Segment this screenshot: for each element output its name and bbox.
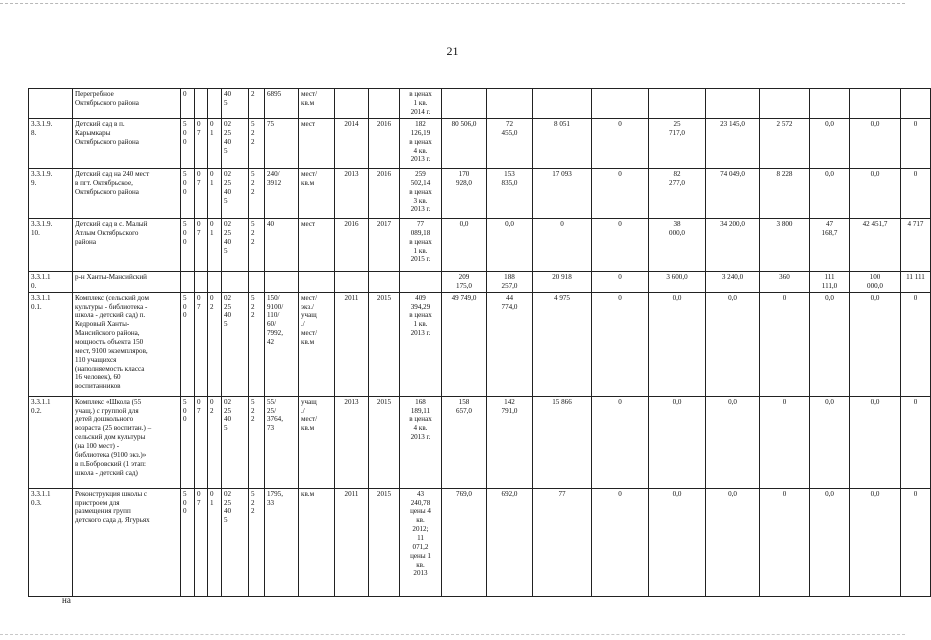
cell-c3 — [208, 272, 222, 293]
cell-cap: 6895 — [265, 89, 299, 119]
cell-v6: 3 240,0 — [706, 272, 760, 293]
cell-end — [369, 272, 400, 293]
cell-code: 02 25 40 5 — [222, 219, 249, 272]
cell-unit: учащ ./ мест/ кв.м — [299, 396, 335, 488]
table-row — [29, 292, 931, 396]
cell-v3: 17 093 — [533, 169, 592, 219]
cell-code: 02 25 40 5 — [222, 396, 249, 488]
cell-v9: 0,0 — [850, 292, 901, 396]
cell-name: Перегребное Октябрьского района — [73, 89, 181, 119]
cell-start — [335, 89, 369, 119]
cell-v4: 0 — [592, 272, 649, 293]
cell-v3: 15 866 — [533, 396, 592, 488]
cell-start: 2014 — [335, 119, 369, 169]
cell-c1 — [181, 272, 195, 293]
cell-v5: 0,0 — [649, 292, 706, 396]
cell-v8: 0,0 — [810, 169, 850, 219]
cell-unit: кв.м — [299, 488, 335, 596]
cell-c3: 0 1 — [208, 169, 222, 219]
cell-v3: 8 051 — [533, 119, 592, 169]
cell-c1: 5 0 0 — [181, 488, 195, 596]
cell-cap: 55/ 25/ 3764, 73 — [265, 396, 299, 488]
cell-v9: 0,0 — [850, 169, 901, 219]
cell-start: 2013 — [335, 169, 369, 219]
cell-unit — [299, 272, 335, 293]
cell-v10: 11 111 — [901, 272, 931, 293]
cell-c2 — [195, 272, 208, 293]
cell-v8: 0,0 — [810, 292, 850, 396]
cell-v4: 0 — [592, 119, 649, 169]
cell-v8 — [810, 89, 850, 119]
cell-id: 3.3.1.1 0. — [29, 272, 73, 293]
table-row — [29, 169, 931, 219]
cell-c2: 0 7 — [195, 292, 208, 396]
cell-v10: 0 — [901, 169, 931, 219]
cell-cost: 77 089,18 в ценах 1 кв. 2015 г. — [400, 219, 442, 272]
cell-c5: 5 2 2 — [249, 396, 265, 488]
cell-v4: 0 — [592, 396, 649, 488]
cell-v8: 0,0 — [810, 119, 850, 169]
cell-v2: 188 257,0 — [487, 272, 533, 293]
cell-v8: 111 111,0 — [810, 272, 850, 293]
cell-end — [369, 89, 400, 119]
cell-c2: 0 7 — [195, 169, 208, 219]
cell-cap: 40 — [265, 219, 299, 272]
cell-v2: 0,0 — [487, 219, 533, 272]
cell-v3: 77 — [533, 488, 592, 596]
cell-c3: 0 1 — [208, 219, 222, 272]
cell-c3 — [208, 89, 222, 119]
cell-cap: 240/ 3912 — [265, 169, 299, 219]
cell-id: 3.3.1.1 0.2. — [29, 396, 73, 488]
cell-code: 02 25 40 5 — [222, 169, 249, 219]
table-row — [29, 272, 931, 293]
cell-v10 — [901, 89, 931, 119]
cell-c5: 5 2 2 — [249, 488, 265, 596]
cell-v9: 0,0 — [850, 119, 901, 169]
cell-v7: 0 — [760, 396, 810, 488]
cell-c5: 5 2 2 — [249, 219, 265, 272]
cell-v9: 0,0 — [850, 396, 901, 488]
cell-v3 — [533, 89, 592, 119]
cell-c5: 5 2 2 — [249, 119, 265, 169]
cell-cost: в ценах 1 кв. 2014 г. — [400, 89, 442, 119]
cell-c3: 0 1 — [208, 488, 222, 596]
cell-c1: 5 0 0 — [181, 219, 195, 272]
cell-v1: 0,0 — [442, 219, 487, 272]
cell-code: 02 25 40 5 — [222, 292, 249, 396]
cell-c1: 5 0 0 — [181, 396, 195, 488]
cell-cost: 43 240,78 цены 4 кв. 2012; 11 071,2 цены 1 кв. 2013 — [400, 488, 442, 596]
cell-unit: мест/ кв.м — [299, 169, 335, 219]
cell-c3: 0 2 — [208, 292, 222, 396]
cell-v4: 0 — [592, 488, 649, 596]
cell-v6: 74 049,0 — [706, 169, 760, 219]
cell-end: 2016 — [369, 119, 400, 169]
cell-v10: 0 — [901, 396, 931, 488]
cell-c5 — [249, 272, 265, 293]
cell-start: 2013 — [335, 396, 369, 488]
cell-v1: 209 175,0 — [442, 272, 487, 293]
cell-name: Комплекс «Школа (55 учащ.) с группой для детей дошкольного возраста (25 воспитан.) – сельский дом культуры (на 100 мест) - библиотека (9100 экз.)» в п.Бобровский (1 этап: школа - детский сад) — [73, 396, 181, 488]
cell-c3: 0 1 — [208, 119, 222, 169]
cell-c5: 5 2 2 — [249, 292, 265, 396]
cell-c2: 0 7 — [195, 119, 208, 169]
cell-v1: 158 657,0 — [442, 396, 487, 488]
cell-c1: 5 0 0 — [181, 292, 195, 396]
cell-v8: 47 168,7 — [810, 219, 850, 272]
cell-v4: 0 — [592, 292, 649, 396]
cell-v5: 25 717,0 — [649, 119, 706, 169]
cell-v6 — [706, 89, 760, 119]
footer-text: на — [62, 595, 71, 605]
cell-name: р-н Ханты-Мансийский — [73, 272, 181, 293]
cell-c2: 0 7 — [195, 219, 208, 272]
cell-v10: 0 — [901, 292, 931, 396]
cell-v1: 170 928,0 — [442, 169, 487, 219]
cell-code: 40 5 — [222, 89, 249, 119]
cell-unit: мест/ экз./ учащ ./ мест/ кв.м — [299, 292, 335, 396]
cell-start: 2011 — [335, 292, 369, 396]
cell-id: 3.3.1.9. 10. — [29, 219, 73, 272]
cell-v4: 0 — [592, 219, 649, 272]
cell-v2: 72 455,0 — [487, 119, 533, 169]
cell-cost: 409 394,29 в ценах 1 кв. 2013 г. — [400, 292, 442, 396]
cell-v7: 0 — [760, 292, 810, 396]
cell-c2: 0 7 — [195, 488, 208, 596]
cell-v5: 38 000,0 — [649, 219, 706, 272]
cell-end: 2016 — [369, 169, 400, 219]
cell-v10: 0 — [901, 488, 931, 596]
cell-v7: 3 800 — [760, 219, 810, 272]
cell-c1: 5 0 0 — [181, 169, 195, 219]
cell-v2 — [487, 89, 533, 119]
table-row — [29, 119, 931, 169]
cell-cost: 259 502,14 в ценах 3 кв. 2013 г. — [400, 169, 442, 219]
cell-unit: мест/ кв.м — [299, 89, 335, 119]
cell-c5: 2 — [249, 89, 265, 119]
cell-v8: 0,0 — [810, 488, 850, 596]
cell-end: 2015 — [369, 292, 400, 396]
cell-v9 — [850, 89, 901, 119]
scan-edge-bottom — [0, 634, 905, 636]
cell-v2: 142 791,0 — [487, 396, 533, 488]
cell-v5: 3 600,0 — [649, 272, 706, 293]
cell-id — [29, 89, 73, 119]
cell-v4 — [592, 89, 649, 119]
cell-v7: 0 — [760, 488, 810, 596]
cell-v4: 0 — [592, 169, 649, 219]
table-body — [29, 89, 931, 597]
cell-c1: 5 0 0 — [181, 119, 195, 169]
cell-v3: 0 — [533, 219, 592, 272]
cell-v6: 34 200,0 — [706, 219, 760, 272]
cell-code — [222, 272, 249, 293]
cell-v1: 80 506,0 — [442, 119, 487, 169]
cell-code: 02 25 40 5 — [222, 488, 249, 596]
cell-cap: 1795, 33 — [265, 488, 299, 596]
cell-c3: 0 2 — [208, 396, 222, 488]
cell-c1: 0 — [181, 89, 195, 119]
cell-end: 2015 — [369, 396, 400, 488]
cell-id: 3.3.1.1 0.1. — [29, 292, 73, 396]
table-row — [29, 488, 931, 596]
scan-edge-top — [0, 3, 905, 5]
cell-v5: 0,0 — [649, 488, 706, 596]
cell-v7: 360 — [760, 272, 810, 293]
cell-start: 2011 — [335, 488, 369, 596]
cell-start: 2016 — [335, 219, 369, 272]
cell-v10: 4 717 — [901, 219, 931, 272]
cell-name: Детский сад в п. Карымкары Октябрьского района — [73, 119, 181, 169]
cell-v9: 100 000,0 — [850, 272, 901, 293]
cell-v9: 0,0 — [850, 488, 901, 596]
cell-v2: 692,0 — [487, 488, 533, 596]
cell-v3: 20 918 — [533, 272, 592, 293]
cell-v5 — [649, 89, 706, 119]
cell-v6: 23 145,0 — [706, 119, 760, 169]
cell-name: Реконструкция школы с пристроем для размещения групп детского сада д. Ягурьях — [73, 488, 181, 596]
cell-unit: мест — [299, 119, 335, 169]
cell-start — [335, 272, 369, 293]
cell-name: Детский сад на 240 мест в пгт. Октябрьское, Октябрьского района — [73, 169, 181, 219]
cell-cost: 168 189,11 в ценах 4 кв. 2013 г. — [400, 396, 442, 488]
cell-id: 3.3.1.1 0.3. — [29, 488, 73, 596]
cell-v7 — [760, 89, 810, 119]
cell-cap: 150/ 9100/ 110/ 60/ 7992, 42 — [265, 292, 299, 396]
cell-v9: 42 451,7 — [850, 219, 901, 272]
cell-v1 — [442, 89, 487, 119]
cell-v5: 82 277,0 — [649, 169, 706, 219]
cell-id: 3.3.1.9. 8. — [29, 119, 73, 169]
cell-v7: 8 228 — [760, 169, 810, 219]
cell-v2: 44 774,0 — [487, 292, 533, 396]
cell-cap — [265, 272, 299, 293]
cell-v8: 0,0 — [810, 396, 850, 488]
cell-code: 02 25 40 5 — [222, 119, 249, 169]
cell-name: Детский сад в с. Малый Атлым Октябрьского района — [73, 219, 181, 272]
cell-v1: 769,0 — [442, 488, 487, 596]
cell-v1: 49 749,0 — [442, 292, 487, 396]
table-row — [29, 219, 931, 272]
table-row — [29, 396, 931, 488]
cell-v6: 0,0 — [706, 396, 760, 488]
cell-v10: 0 — [901, 119, 931, 169]
cell-c5: 5 2 2 — [249, 169, 265, 219]
cell-cap: 75 — [265, 119, 299, 169]
cell-v6: 0,0 — [706, 488, 760, 596]
cell-v3: 4 975 — [533, 292, 592, 396]
cell-id: 3.3.1.9. 9. — [29, 169, 73, 219]
cell-v2: 153 835,0 — [487, 169, 533, 219]
table-row — [29, 89, 931, 119]
cell-v6: 0,0 — [706, 292, 760, 396]
page-number: 21 — [446, 44, 459, 58]
cell-c2 — [195, 89, 208, 119]
cell-unit: мест — [299, 219, 335, 272]
cell-cost — [400, 272, 442, 293]
cell-name: Комплекс (сельский дом культуры - библиотека - школа - детский сад) п. Кедровый Ханты- Мансийского района, мощность объекта 150 мест, 9100 экземпляров, 110 учащихся (наполняемость класса 16 человек), 60 воспитанников — [73, 292, 181, 396]
cell-end: 2017 — [369, 219, 400, 272]
cell-cost: 182 126,19 в ценах 4 кв. 2013 г. — [400, 119, 442, 169]
cell-v7: 2 572 — [760, 119, 810, 169]
cell-c2: 0 7 — [195, 396, 208, 488]
cell-end: 2015 — [369, 488, 400, 596]
budget-table — [28, 88, 931, 597]
cell-v5: 0,0 — [649, 396, 706, 488]
